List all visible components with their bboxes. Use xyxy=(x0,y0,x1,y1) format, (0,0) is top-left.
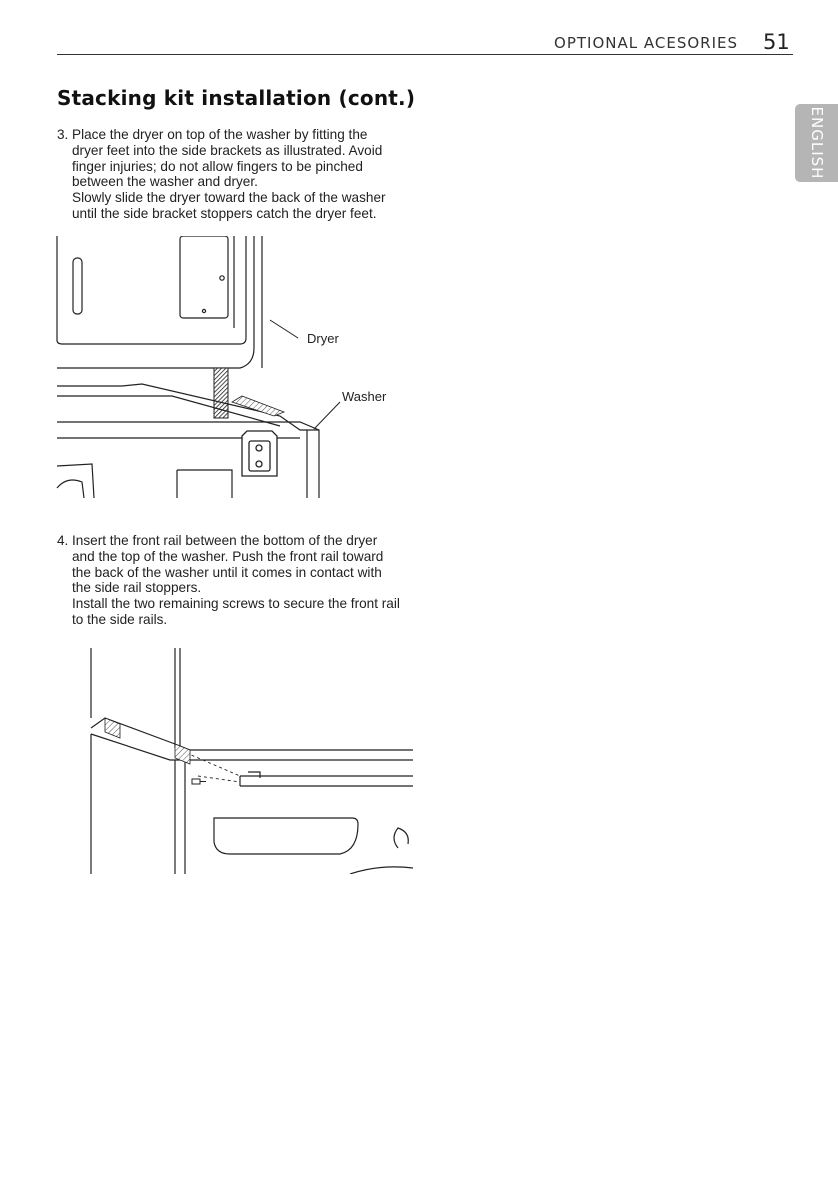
dryer-leader-line xyxy=(270,320,298,338)
dryer-on-washer-illustration xyxy=(52,236,407,498)
step-3 xyxy=(57,127,402,222)
washer-body xyxy=(57,384,319,498)
dryer-body xyxy=(57,236,262,368)
front-bracket xyxy=(175,744,190,764)
header-rule xyxy=(57,54,793,55)
stack-outline xyxy=(91,648,413,874)
step-4-number: 4. xyxy=(57,533,69,548)
step-4-paragraph: Insert the front rail between the bottom of the dryer and the top of the washer. Push the front rail toward the back of the washer until it comes in contact with the side rail stoppers. xyxy=(72,533,384,596)
screw-icon xyxy=(192,779,206,784)
section-label: OPTIONAL ACESORIES xyxy=(554,34,738,52)
washer-label: Washer xyxy=(342,389,387,404)
step-3-paragraph: Place the dryer on top of the washer by fitting the dryer feet into the side brackets as illustrated. Avoid finger injuries; do not allow fingers to be pinched between the washer and dryer. xyxy=(72,127,383,190)
step-4-paragraph: Install the two remaining screws to secure the front rail to the side rails. xyxy=(72,596,400,627)
language-tab-label: ENGLISH xyxy=(807,106,826,180)
step-3-number: 3. xyxy=(57,127,69,142)
dryer-label: Dryer xyxy=(307,331,339,346)
rail-stopper xyxy=(232,396,284,416)
rear-bracket xyxy=(105,718,120,738)
page-title: Stacking kit installation (cont.) xyxy=(57,86,416,110)
page-number: 51 xyxy=(763,30,790,54)
language-tab xyxy=(795,104,838,182)
step-4 xyxy=(57,533,402,628)
washer-leader-line xyxy=(314,402,340,429)
step-3-paragraph: Slowly slide the dryer toward the back of the washer until the side bracket stoppers catch the dryer feet. xyxy=(72,190,386,221)
front-rail-illustration xyxy=(80,648,413,874)
side-bracket xyxy=(242,431,277,476)
